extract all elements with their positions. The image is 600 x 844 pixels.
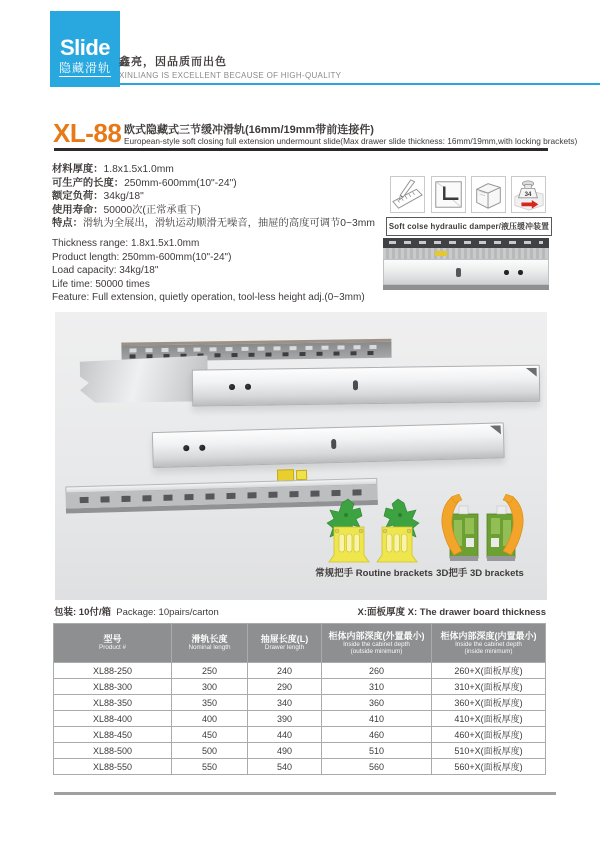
spec-thickness-en (52, 237, 382, 251)
package-cn: 包装: 10付/箱 (54, 607, 112, 618)
title-rule (54, 148, 548, 151)
spec-label: 可生产的长度： (52, 177, 125, 189)
tagline-en: XINLIANG IS EXCELLENT BECAUSE OF HIGH-QUALITY (119, 71, 342, 80)
header-rule (119, 83, 600, 85)
damper-caption: Soft colse hydraulic damper/液压缓冲装置 (386, 217, 552, 236)
spec-label: 特点： (52, 218, 83, 230)
slide-inner-rail (383, 259, 549, 285)
thickness-note-en: X: The drawer board thickness (407, 607, 546, 618)
spec-material-thickness (52, 163, 382, 177)
thickness-note (358, 604, 546, 618)
3d-brackets-label: 3D把手 3D brackets (436, 568, 524, 579)
spec-label: Feature: (52, 292, 90, 304)
spec-value: 50000次(正常承重下) (103, 204, 201, 216)
spec-label: 使用寿命： (52, 204, 104, 216)
spec-value: 1.8x1.5x1.0mm (130, 237, 200, 249)
product-title-cn: 欧式隐藏式三节缓冲滑轨(16mm/19mm带前连接件) (124, 124, 374, 136)
spec-value: 34kg/18" (103, 191, 144, 203)
damper-clip (435, 251, 447, 256)
table-row: XL88-400 400 390 410 410+X(面板厚度) (54, 711, 546, 727)
damper-34-icon (511, 176, 546, 213)
routine-bracket-right (373, 498, 421, 566)
damper-value: 34 (524, 190, 532, 198)
spec-feature (52, 217, 382, 231)
spec-value: 50000 times (95, 278, 150, 290)
col-header-nominal-length: 滑轨长度 Nominal length (172, 624, 248, 663)
package-en: Package: 10pairs/carton (116, 607, 219, 618)
table-row: XL88-300 300 290 310 310+X(面板厚度) (54, 679, 546, 695)
spec-value: 滑轨为全展出，滑轨运动顺滑无噪音，抽屉的高度可调节0~3mm (82, 218, 375, 230)
spec-load (52, 190, 382, 204)
table-row: XL88-250 250 240 260 260+X(面板厚度) (54, 663, 546, 679)
spec-label: Thickness range: (52, 237, 129, 249)
logo-subtitle: 隐藏滑轨 (58, 61, 111, 75)
spec-value: 1.8x1.5x1.0mm (103, 164, 174, 175)
pencil-ruler-icon (390, 176, 425, 213)
corner-bracket-icon (431, 176, 466, 213)
package-line (54, 604, 546, 618)
outer-rail-end (80, 355, 209, 403)
closed-slide-photo (383, 238, 549, 290)
spec-length (52, 177, 382, 191)
table-row: XL88-550 550 540 560 560+X(面板厚度) (54, 759, 546, 775)
inner-rail (152, 422, 505, 468)
size-table (53, 623, 546, 775)
slide-base (383, 285, 549, 290)
logo-title: Slide (59, 35, 111, 60)
product-model: XL-88 (53, 118, 122, 148)
inner-rail (192, 365, 540, 407)
routine-bracket-left (325, 498, 373, 566)
product-photo (55, 312, 547, 600)
col-header-depth-inside: 柜体内部深度(内置最小) Inside the cabinet depth (inside minimum) (432, 624, 546, 663)
spec-feature-en (52, 291, 382, 305)
spec-label: 额定负荷： (52, 191, 104, 203)
package-info (54, 604, 219, 618)
slide-top-rail (383, 238, 549, 248)
table-row: XL88-450 450 440 460 460+X(面板厚度) (54, 727, 546, 743)
spec-load-en (52, 264, 382, 278)
spec-life (52, 204, 382, 218)
slide-mid-rail (383, 248, 549, 259)
spec-label: 材料厚度： (52, 164, 104, 175)
3d-bracket-right (482, 494, 528, 566)
table-header (54, 624, 546, 663)
col-header-drawer-length: 抽屉长度(L) Drawer length (248, 624, 322, 663)
footer-rule (54, 792, 556, 795)
brand-logo (50, 11, 120, 87)
spec-label: Product length: (52, 251, 120, 263)
col-header-depth-outside: 柜体内部深度(外置最小) Inside the cabinet depth (outside minimum) (322, 624, 432, 663)
table-row: XL88-500 500 490 510 510+X(面板厚度) (54, 743, 546, 759)
thickness-note-cn: X:面板厚度 (357, 607, 406, 618)
spec-length-en (52, 251, 382, 265)
spec-value: 250mm-600mm(10"-24") (124, 177, 237, 189)
spec-label: Life time: (52, 278, 93, 290)
spec-label: Load capacity: (52, 265, 117, 277)
tagline-cn: 鑫亮，因品质而出色 (119, 56, 227, 68)
specs-block (52, 163, 382, 305)
spec-life-en (52, 278, 382, 292)
table-row: XL88-350 350 340 360 360+X(面板厚度) (54, 695, 546, 711)
product-title-en: European-style soft closing full extension undermount slide(Max drawer slide thickness: 16mm/19mm,with locking brackets) (124, 136, 578, 146)
spec-value: Full extension, quietly operation, tool-less height adj.(0~3mm) (92, 292, 365, 304)
routine-brackets-label: 常规把手 Routine brackets (315, 568, 433, 579)
spec-value: 34kg/18" (119, 265, 159, 277)
spec-value: 250mm-600mm(10"-24") (122, 251, 232, 263)
col-header-model: 型号 Product # (54, 624, 172, 663)
3d-bracket-left (437, 494, 483, 566)
damper-clip (296, 470, 307, 480)
drawer-box-icon (471, 176, 506, 213)
